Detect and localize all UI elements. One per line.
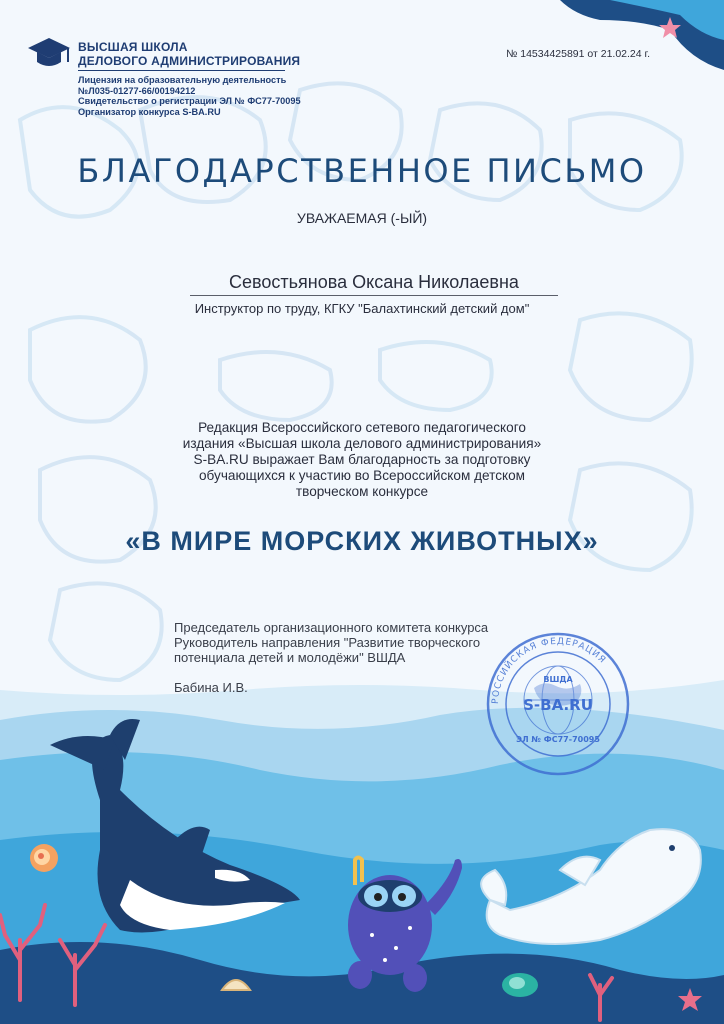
shell-icon bbox=[30, 844, 58, 872]
license-info bbox=[78, 75, 301, 117]
body-line-1: Редакция Всероссийского сетевого педагогического bbox=[198, 420, 526, 435]
body-line-2: издания «Высшая школа делового администрирования» bbox=[182, 436, 542, 451]
letter-title: БЛАГОДАРСТВЕННОЕ ПИСЬМО bbox=[77, 152, 647, 190]
greeting: УВАЖАЕМАЯ (-ЫЙ) bbox=[296, 210, 428, 226]
stamp-center-text: S-BA.RU bbox=[523, 696, 593, 714]
official-stamp bbox=[484, 630, 632, 778]
logo-line-2: ДЕЛОВОГО АДМИНИСТРИРОВАНИЯ bbox=[78, 54, 301, 68]
body-line-5: творческом конкурсе bbox=[295, 484, 429, 499]
registration-line: Свидетельство о регистрации ЭЛ № ФС77-70095 bbox=[78, 96, 301, 107]
signer-line-2: Руководитель направления "Развитие творческого bbox=[174, 635, 481, 650]
stamp-bottom-text: ЭЛ № ФС77-70095 bbox=[516, 735, 600, 744]
letter-body bbox=[140, 420, 584, 500]
org-logo-text bbox=[78, 40, 300, 68]
stamp-ring-text: РОССИЙСКАЯ ФЕДЕРАЦИЯ bbox=[490, 636, 608, 705]
recipient-position: Инструктор по труду, КГКУ "Балахтинский детский дом" bbox=[194, 301, 530, 316]
logo-line-1: ВЫСШАЯ ШКОЛА bbox=[78, 40, 188, 54]
recipient-name: Севостьянова Оксана Николаевна bbox=[190, 272, 558, 296]
snail-shell-icon bbox=[502, 973, 538, 997]
contest-name: «В МИРЕ МОРСКИХ ЖИВОТНЫХ» bbox=[125, 526, 599, 556]
graduation-cap-icon bbox=[26, 34, 72, 74]
body-line-4: обучающихся к участию во Всероссийском детском bbox=[198, 468, 526, 483]
license-line-2: №Л035-01277-66/00194212 bbox=[78, 85, 196, 96]
signer-line-1: Председатель организационного комитета конкурса bbox=[174, 620, 489, 635]
document-number: № 14534425891 от 21.02.24 г. bbox=[506, 48, 650, 60]
body-line-3: S-BA.RU выражает Вам благодарность за подготовку bbox=[193, 452, 531, 467]
license-line-1: Лицензия на образовательную деятельность bbox=[78, 75, 287, 85]
signer-title bbox=[174, 620, 534, 665]
stamp-inner-text: ВШДА bbox=[543, 675, 573, 684]
logo-divider bbox=[78, 70, 285, 71]
organizer-line: Организатор конкурса S-BA.RU bbox=[78, 106, 221, 117]
signer-line-3: потенциала детей и молодёжи" ВШДА bbox=[174, 650, 406, 665]
signer-name: Бабина И.В. bbox=[174, 680, 248, 695]
